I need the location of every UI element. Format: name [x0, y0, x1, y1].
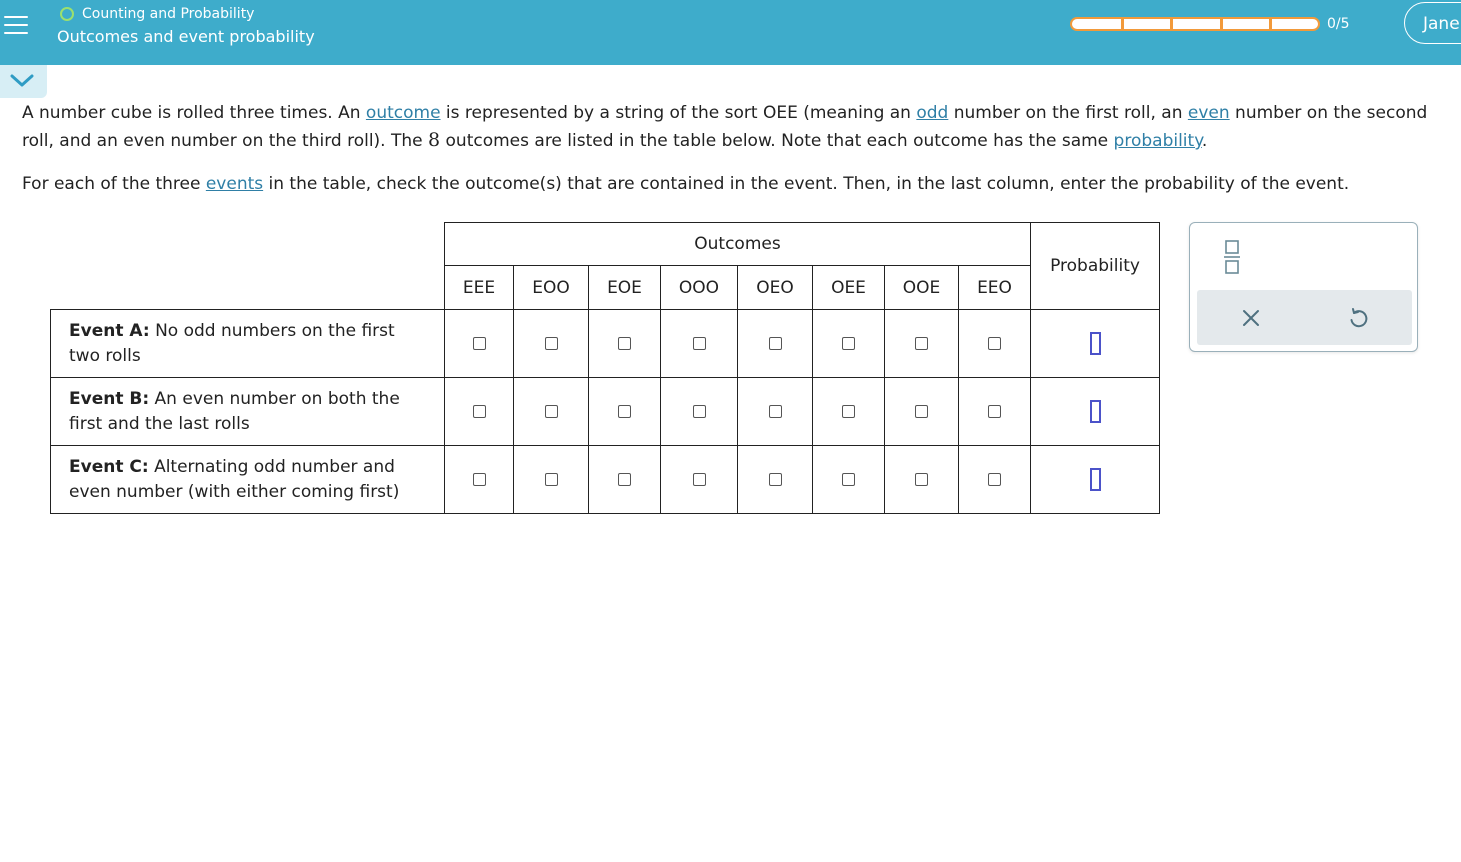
chevron-down-icon: [10, 74, 34, 88]
undo-button[interactable]: [1344, 304, 1372, 332]
event-description-text: No odd numbers on the first two rolls: [69, 320, 395, 366]
outcome-cell: [589, 378, 661, 446]
clear-button[interactable]: [1237, 304, 1265, 332]
probability-input[interactable]: [1090, 468, 1101, 491]
outcome-checkbox-ooe[interactable]: [915, 473, 928, 486]
outcome-checkbox-oee[interactable]: [842, 473, 855, 486]
question-text-segment: For each of the three: [22, 174, 206, 194]
user-name: Jane: [1423, 14, 1460, 34]
outcome-checkbox-ooo[interactable]: [693, 473, 706, 486]
question-text-segment: A number cube is rolled three times. An: [22, 103, 366, 123]
event-label: Event A:: [69, 320, 150, 341]
outcome-checkbox-eoo[interactable]: [545, 473, 558, 486]
outcome-checkbox-eoe[interactable]: [618, 405, 631, 418]
user-menu-button[interactable]: [1404, 2, 1461, 44]
question-text-segment: number on the first roll, an: [948, 103, 1188, 123]
glossary-link-even[interactable]: even: [1187, 103, 1230, 123]
progress-text: 0/5: [1327, 16, 1350, 32]
question-text-segment: number on the second roll, and an even number on the third roll). The: [22, 103, 1428, 151]
outcome-checkbox-ooo[interactable]: [693, 337, 706, 350]
event-description: [51, 310, 445, 378]
outcome-checkbox-ooe[interactable]: [915, 337, 928, 350]
progress-segment-divider: [1269, 19, 1272, 29]
math-number: 8: [428, 129, 441, 151]
tool-row: [1197, 290, 1412, 345]
outcome-cell: [514, 378, 589, 446]
event-label: Event B:: [69, 388, 150, 409]
progress-segment-divider: [1121, 19, 1124, 29]
answer-table: [50, 222, 1160, 514]
outcome-header-eoe: EOE: [589, 266, 661, 310]
menu-button[interactable]: [0, 4, 34, 44]
table-corner: [51, 266, 445, 310]
topic-label: Counting and Probability: [82, 6, 255, 22]
event-row: [51, 378, 1160, 446]
event-description-text: Alternating odd number and even number (with either coming first): [69, 456, 400, 502]
outcome-checkbox-eeo[interactable]: [988, 405, 1001, 418]
outcome-header-oeo: OEO: [738, 266, 813, 310]
probability-cell: [1031, 310, 1160, 378]
probability-header: Probability: [1031, 223, 1160, 310]
outcome-checkbox-oee[interactable]: [842, 337, 855, 350]
outcome-header-oee: OEE: [813, 266, 885, 310]
outcome-checkbox-oeo[interactable]: [769, 337, 782, 350]
outcome-checkbox-eoe[interactable]: [618, 473, 631, 486]
progress-segment-divider: [1220, 19, 1223, 29]
outcome-checkbox-oeo[interactable]: [769, 473, 782, 486]
question-text-segment: .: [1201, 131, 1208, 151]
outcome-cell: [661, 446, 738, 514]
outcome-checkbox-ooo[interactable]: [693, 405, 706, 418]
progress-bar: [1070, 17, 1320, 31]
glossary-link-probability[interactable]: probability: [1113, 131, 1202, 151]
glossary-link-events[interactable]: events: [205, 174, 264, 194]
outcome-checkbox-oeo[interactable]: [769, 405, 782, 418]
outcome-cell: [589, 310, 661, 378]
outcomes-header: Outcomes: [445, 223, 1031, 266]
outcome-checkbox-oee[interactable]: [842, 405, 855, 418]
answer-tools-panel: [1189, 222, 1418, 352]
event-description: [51, 378, 445, 446]
outcome-cell: [738, 310, 813, 378]
outcome-cell: [959, 446, 1031, 514]
question-text: [22, 100, 1442, 198]
outcome-checkbox-eoe[interactable]: [618, 337, 631, 350]
outcome-cell: [445, 378, 514, 446]
probability-cell: [1031, 446, 1160, 514]
question-text-segment: outcomes are listed in the table below. Note that each outcome has the same: [440, 131, 1114, 151]
topic-status-icon: [60, 7, 74, 21]
probability-input[interactable]: [1090, 400, 1101, 423]
outcome-cell: [514, 446, 589, 514]
outcome-checkbox-eee[interactable]: [473, 337, 486, 350]
question-text-segment: is represented by a string of the sort OEE (meaning an: [440, 103, 917, 123]
outcome-cell: [885, 378, 959, 446]
probability-cell: [1031, 378, 1160, 446]
fraction-button[interactable]: [1210, 236, 1254, 280]
outcome-cell: [445, 310, 514, 378]
glossary-link-odd[interactable]: odd: [916, 103, 949, 123]
outcome-checkbox-eeo[interactable]: [988, 473, 1001, 486]
outcome-checkbox-eeo[interactable]: [988, 337, 1001, 350]
lesson-title: Outcomes and event probability: [57, 27, 315, 46]
glossary-link-outcome[interactable]: outcome: [365, 103, 441, 123]
progress-segment-divider: [1170, 19, 1173, 29]
outcome-cell: [661, 310, 738, 378]
outcome-header-row: [51, 266, 1160, 310]
outcome-header-ooe: OOE: [885, 266, 959, 310]
outcome-checkbox-eee[interactable]: [473, 405, 486, 418]
outcome-header-ooo: OOO: [661, 266, 738, 310]
outcome-cell: [589, 446, 661, 514]
outcome-cell: [885, 446, 959, 514]
probability-input[interactable]: [1090, 332, 1101, 355]
undo-icon: [1344, 304, 1372, 332]
event-label: Event C:: [69, 456, 149, 477]
outcome-cell: [813, 378, 885, 446]
question-paragraph-1: [22, 100, 1442, 155]
outcome-cell: [885, 310, 959, 378]
outcome-header-eeo: EEO: [959, 266, 1031, 310]
fraction-icon: [1210, 236, 1254, 280]
close-icon: [1237, 304, 1265, 332]
event-row: [51, 446, 1160, 514]
outcome-cell: [738, 446, 813, 514]
outcome-checkbox-eee[interactable]: [473, 473, 486, 486]
collapse-toggle[interactable]: [0, 65, 47, 98]
outcome-cell: [445, 446, 514, 514]
outcome-checkbox-ooe[interactable]: [915, 405, 928, 418]
outcome-cell: [959, 310, 1031, 378]
outcome-cell: [959, 378, 1031, 446]
outcome-checkbox-eoo[interactable]: [545, 337, 558, 350]
question-text-segment: in the table, check the outcome(s) that are contained in the event. Then, in the last column, enter the probability of the event.: [263, 174, 1350, 194]
outcome-header-eee: EEE: [445, 266, 514, 310]
event-description: [51, 446, 445, 514]
outcome-cell: [514, 310, 589, 378]
table-corner: [51, 223, 445, 266]
topic-title: [60, 6, 254, 22]
outcome-cell: [813, 310, 885, 378]
question-paragraph-2: [22, 171, 1442, 198]
event-description-text: An even number on both the first and the last rolls: [69, 388, 400, 434]
top-bar: [0, 0, 1461, 65]
outcome-cell: [813, 446, 885, 514]
outcome-cell: [661, 378, 738, 446]
outcome-checkbox-eoo[interactable]: [545, 405, 558, 418]
outcome-header-eoo: EOO: [514, 266, 589, 310]
event-row: [51, 310, 1160, 378]
outcome-cell: [738, 378, 813, 446]
